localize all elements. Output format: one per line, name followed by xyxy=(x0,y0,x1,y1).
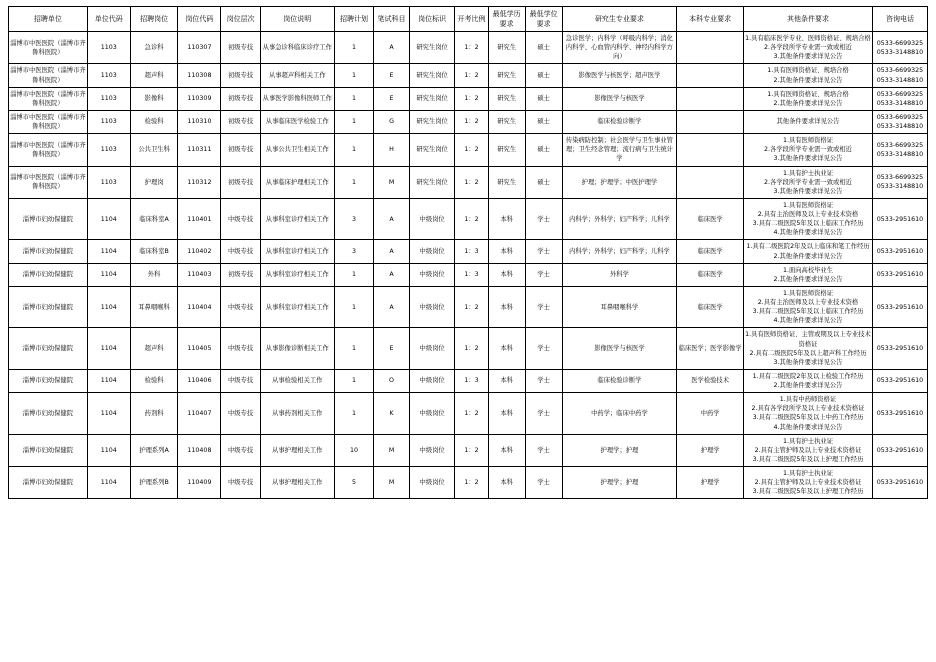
table-row xyxy=(9,87,928,110)
cell-under_major: 中药学 xyxy=(677,393,744,435)
cell-under_major: 临床医学 xyxy=(677,198,744,240)
cell-exam_subject: G xyxy=(374,110,410,133)
column-header-grad-major: 研究生专业要求 xyxy=(562,7,677,32)
column-header-post: 招聘岗位 xyxy=(130,7,178,32)
cell-ratio: 1：2 xyxy=(455,87,488,110)
cell-post_code: 110309 xyxy=(178,87,221,110)
cell-post: 护理系列B xyxy=(130,467,178,499)
cell-post_desc: 从事超声科相关工作 xyxy=(260,64,334,87)
cell-ratio: 1：2 xyxy=(455,467,488,499)
cell-exam_subject: A xyxy=(374,32,410,64)
column-header-under-major: 本科专业要求 xyxy=(677,7,744,32)
cell-unit: 淄博市中医医院（淄博市齐鲁科医院） xyxy=(9,134,88,166)
cell-phone: 0533-6699325 0533-3148810 xyxy=(872,110,927,133)
cell-post_desc: 从事临床护理相关工作 xyxy=(260,166,334,198)
column-header-plan: 招聘计划 xyxy=(334,7,373,32)
cell-post_desc: 从事药剂相关工作 xyxy=(260,393,334,435)
recruitment-table xyxy=(8,6,928,499)
cell-post_level: 中级专技 xyxy=(221,467,260,499)
cell-grad_major: 内科学；外科学；妇产科学；儿科学 xyxy=(562,198,677,240)
cell-post_level: 初级专技 xyxy=(221,32,260,64)
cell-post_flag: 研究生岗位 xyxy=(409,134,454,166)
column-header-unit: 招聘单位 xyxy=(9,7,88,32)
cell-edu: 研究生 xyxy=(488,110,525,133)
cell-phone: 0533-2951610 xyxy=(872,434,927,466)
cell-ratio: 1：2 xyxy=(455,328,488,370)
cell-plan: 1 xyxy=(334,134,373,166)
cell-unit_code: 1103 xyxy=(87,87,130,110)
cell-phone: 0533-6699325 0533-3148810 xyxy=(872,32,927,64)
table-row xyxy=(9,198,928,240)
cell-post_flag: 中级岗位 xyxy=(409,434,454,466)
cell-other: 1.具有医师资格证、规培合格 2.其他条件要求详见公告 xyxy=(744,64,873,87)
cell-plan: 3 xyxy=(334,198,373,240)
cell-unit: 淄博市妇幼保健院 xyxy=(9,393,88,435)
cell-unit_code: 1103 xyxy=(87,166,130,198)
cell-unit_code: 1104 xyxy=(87,198,130,240)
cell-post: 临床科室B xyxy=(130,240,178,263)
cell-other: 其他条件要求详见公告 xyxy=(744,110,873,133)
cell-degree: 学士 xyxy=(525,434,562,466)
cell-grad_major: 护理学；护理 xyxy=(562,467,677,499)
cell-other: 1.具有护士执业证 2.具有主管护师及以上专业技术资格证 3.具有二级医院5年及以上护理工作经历 xyxy=(744,467,873,499)
cell-plan: 1 xyxy=(334,87,373,110)
cell-exam_subject: A xyxy=(374,198,410,240)
cell-plan: 5 xyxy=(334,467,373,499)
cell-post_code: 110409 xyxy=(178,467,221,499)
cell-ratio: 1：2 xyxy=(455,198,488,240)
cell-exam_subject: M xyxy=(374,434,410,466)
cell-post_level: 初级专技 xyxy=(221,64,260,87)
cell-post_flag: 中级岗位 xyxy=(409,240,454,263)
cell-edu: 本科 xyxy=(488,467,525,499)
cell-post_level: 中级专技 xyxy=(221,369,260,392)
cell-exam_subject: H xyxy=(374,134,410,166)
cell-post: 检验科 xyxy=(130,110,178,133)
cell-ratio: 1：2 xyxy=(455,393,488,435)
cell-post: 公共卫生科 xyxy=(130,134,178,166)
cell-under_major: 护理学 xyxy=(677,434,744,466)
cell-post_level: 中级专技 xyxy=(221,328,260,370)
cell-post_level: 中级专技 xyxy=(221,286,260,328)
cell-plan: 1 xyxy=(334,32,373,64)
cell-grad_major: 临床检验诊断学 xyxy=(562,369,677,392)
cell-post_flag: 研究生岗位 xyxy=(409,64,454,87)
cell-plan: 1 xyxy=(334,328,373,370)
cell-grad_major: 内科学；外科学；妇产科学；儿科学 xyxy=(562,240,677,263)
cell-edu: 本科 xyxy=(488,369,525,392)
cell-post_code: 110402 xyxy=(178,240,221,263)
cell-unit_code: 1104 xyxy=(87,286,130,328)
cell-other: 1.具有医师资格证、主管或期及以上专业技术资格证 2.具有二级医院5年及以上超声科工作经历 3.其他条件要求详见公告 xyxy=(744,328,873,370)
cell-degree: 学士 xyxy=(525,240,562,263)
cell-under_major xyxy=(677,32,744,64)
cell-under_major xyxy=(677,87,744,110)
cell-unit: 淄博市妇幼保健院 xyxy=(9,263,88,286)
cell-phone: 0533-2951610 xyxy=(872,328,927,370)
cell-other: 1.具有医师资格证 2.具有主治医师及以上专业技术资格 3.具有二级医院5年及以上临床工作经历 4.其他条件要求详见公告 xyxy=(744,198,873,240)
cell-phone: 0533-2951610 xyxy=(872,369,927,392)
cell-post_code: 110312 xyxy=(178,166,221,198)
cell-post_desc: 从事医学影像科医师工作 xyxy=(260,87,334,110)
cell-unit_code: 1103 xyxy=(87,32,130,64)
table-row xyxy=(9,328,928,370)
cell-phone: 0533-6699325 0533-3148810 xyxy=(872,64,927,87)
cell-unit: 淄博市妇幼保健院 xyxy=(9,286,88,328)
cell-unit: 淄博市中医医院（淄博市齐鲁科医院） xyxy=(9,64,88,87)
cell-under_major: 临床医学；医学影像学 xyxy=(677,328,744,370)
cell-post_flag: 研究生岗位 xyxy=(409,110,454,133)
cell-other: 1.具有护士执业证 2.各学段所学专业需一致或相近 3.其他条件要求详见公告 xyxy=(744,166,873,198)
cell-post: 外科 xyxy=(130,263,178,286)
cell-ratio: 1：2 xyxy=(455,110,488,133)
cell-post_level: 中级专技 xyxy=(221,240,260,263)
cell-post: 检验科 xyxy=(130,369,178,392)
cell-exam_subject: E xyxy=(374,328,410,370)
cell-phone: 0533-2951610 xyxy=(872,286,927,328)
cell-phone: 0533-6699325 0533-3148810 xyxy=(872,87,927,110)
cell-unit_code: 1104 xyxy=(87,240,130,263)
cell-other: 1.具有医师资格证 2.具有主治医师及以上专业技术资格 3.具有二级医院5年及以上临床工作经历 4.其他条件要求详见公告 xyxy=(744,286,873,328)
column-header-degree: 最低学位要求 xyxy=(525,7,562,32)
cell-ratio: 1：3 xyxy=(455,369,488,392)
cell-exam_subject: M xyxy=(374,166,410,198)
table-body xyxy=(9,32,928,499)
cell-under_major xyxy=(677,166,744,198)
cell-post_level: 中级专技 xyxy=(221,198,260,240)
cell-unit_code: 1103 xyxy=(87,110,130,133)
column-header-post-level: 岗位层次 xyxy=(221,7,260,32)
cell-post_desc: 从事检验相关工作 xyxy=(260,369,334,392)
cell-plan: 10 xyxy=(334,434,373,466)
cell-post_code: 110401 xyxy=(178,198,221,240)
cell-unit_code: 1103 xyxy=(87,64,130,87)
cell-grad_major: 外科学 xyxy=(562,263,677,286)
cell-under_major: 临床医学 xyxy=(677,286,744,328)
table-header-row xyxy=(9,7,928,32)
cell-post_level: 初级专技 xyxy=(221,263,260,286)
cell-post_flag: 中级岗位 xyxy=(409,198,454,240)
cell-post_flag: 中级岗位 xyxy=(409,393,454,435)
cell-post_flag: 研究生岗位 xyxy=(409,166,454,198)
table-row xyxy=(9,134,928,166)
column-header-ratio: 开考比例 xyxy=(455,7,488,32)
cell-ratio: 1：2 xyxy=(455,434,488,466)
cell-exam_subject: A xyxy=(374,240,410,263)
cell-post_code: 110308 xyxy=(178,64,221,87)
table-row xyxy=(9,263,928,286)
cell-edu: 本科 xyxy=(488,240,525,263)
cell-post: 护理岗 xyxy=(130,166,178,198)
cell-post_level: 初级专技 xyxy=(221,134,260,166)
cell-post_level: 初级专技 xyxy=(221,166,260,198)
cell-post_flag: 中级岗位 xyxy=(409,263,454,286)
table-row xyxy=(9,286,928,328)
cell-unit_code: 1104 xyxy=(87,328,130,370)
cell-ratio: 1：3 xyxy=(455,263,488,286)
cell-post_code: 110404 xyxy=(178,286,221,328)
cell-exam_subject: E xyxy=(374,87,410,110)
cell-under_major: 临床医学 xyxy=(677,240,744,263)
cell-under_major: 临床医学 xyxy=(677,263,744,286)
cell-post_level: 初级专技 xyxy=(221,110,260,133)
column-header-other: 其他条件要求 xyxy=(744,7,873,32)
cell-post_code: 110406 xyxy=(178,369,221,392)
cell-plan: 1 xyxy=(334,369,373,392)
cell-post: 超声科 xyxy=(130,64,178,87)
cell-post_desc: 从事护理相关工作 xyxy=(260,467,334,499)
cell-unit_code: 1103 xyxy=(87,134,130,166)
table-row xyxy=(9,434,928,466)
cell-post_flag: 中级岗位 xyxy=(409,467,454,499)
cell-post_flag: 研究生岗位 xyxy=(409,87,454,110)
cell-grad_major: 传染病防控制；社会医学与卫生事业管理；卫生经念管理；流行病与卫生统计学 xyxy=(562,134,677,166)
column-header-post-flag: 岗位标识 xyxy=(409,7,454,32)
cell-exam_subject: A xyxy=(374,286,410,328)
cell-edu: 研究生 xyxy=(488,87,525,110)
column-header-edu: 最低学历要求 xyxy=(488,7,525,32)
cell-post_desc: 从事科室诊疗相关工作 xyxy=(260,263,334,286)
cell-grad_major: 急诊医学；内科学（呼吸内科学；消化内科学、心血管内科学、神经内科学方向） xyxy=(562,32,677,64)
cell-phone: 0533-6699325 0533-3148810 xyxy=(872,134,927,166)
cell-post_code: 110311 xyxy=(178,134,221,166)
cell-exam_subject: O xyxy=(374,369,410,392)
cell-plan: 1 xyxy=(334,393,373,435)
cell-post_level: 中级专技 xyxy=(221,434,260,466)
cell-exam_subject: E xyxy=(374,64,410,87)
cell-edu: 研究生 xyxy=(488,32,525,64)
cell-other: 1.面向高校毕业生 2.其他条件要求详见公告 xyxy=(744,263,873,286)
cell-unit: 淄博市妇幼保健院 xyxy=(9,198,88,240)
cell-unit: 淄博市妇幼保健院 xyxy=(9,369,88,392)
cell-degree: 学士 xyxy=(525,467,562,499)
cell-degree: 硕士 xyxy=(525,134,562,166)
cell-edu: 本科 xyxy=(488,393,525,435)
cell-exam_subject: M xyxy=(374,467,410,499)
cell-post_code: 110408 xyxy=(178,434,221,466)
cell-edu: 本科 xyxy=(488,434,525,466)
cell-post: 影像科 xyxy=(130,87,178,110)
column-header-post-code: 岗位代码 xyxy=(178,7,221,32)
cell-post: 药剂科 xyxy=(130,393,178,435)
cell-other: 1.具有中药师资格证 2.具有各学段所学及以上专业技术资格证 3.具有二级医院5年及以上中药工作经历 4.其他条件要求详见公告 xyxy=(744,393,873,435)
cell-grad_major: 耳鼻咽喉科学 xyxy=(562,286,677,328)
cell-phone: 0533-2951610 xyxy=(872,263,927,286)
cell-other: 1.具有临床医学专业、医师资格证、规培合格 2.各学段所学专业需一致或相近 3.其他条件要求详见公告 xyxy=(744,32,873,64)
cell-other: 1.具有二级医院2年及以上临床和笔工作经历 2.其他条件要求详见公告 xyxy=(744,240,873,263)
cell-edu: 研究生 xyxy=(488,134,525,166)
cell-under_major: 护理学 xyxy=(677,467,744,499)
cell-grad_major: 护理学；护理 xyxy=(562,434,677,466)
cell-unit: 淄博市中医医院（淄博市齐鲁科医院） xyxy=(9,166,88,198)
cell-plan: 1 xyxy=(334,263,373,286)
cell-grad_major: 临床检验诊断学 xyxy=(562,110,677,133)
cell-phone: 0533-2951610 xyxy=(872,240,927,263)
cell-post_desc: 从事科室诊疗相关工作 xyxy=(260,198,334,240)
cell-unit_code: 1104 xyxy=(87,467,130,499)
cell-edu: 本科 xyxy=(488,286,525,328)
cell-exam_subject: K xyxy=(374,393,410,435)
table-row xyxy=(9,32,928,64)
cell-plan: 1 xyxy=(334,110,373,133)
cell-post_desc: 从事科室诊疗相关工作 xyxy=(260,286,334,328)
cell-unit: 淄博市中医医院（淄博市齐鲁科医院） xyxy=(9,87,88,110)
cell-ratio: 1：2 xyxy=(455,134,488,166)
cell-unit: 淄博市妇幼保健院 xyxy=(9,240,88,263)
cell-ratio: 1：3 xyxy=(455,240,488,263)
cell-phone: 0533-2951610 xyxy=(872,467,927,499)
table-row xyxy=(9,393,928,435)
cell-ratio: 1：2 xyxy=(455,166,488,198)
cell-phone: 0533-2951610 xyxy=(872,393,927,435)
cell-post_code: 110403 xyxy=(178,263,221,286)
cell-unit: 淄博市中医医院（淄博市齐鲁科医院） xyxy=(9,32,88,64)
cell-degree: 硕士 xyxy=(525,64,562,87)
cell-post_desc: 从事急诊科临床诊疗工作 xyxy=(260,32,334,64)
table-row xyxy=(9,240,928,263)
cell-post_code: 110310 xyxy=(178,110,221,133)
cell-unit_code: 1104 xyxy=(87,393,130,435)
cell-plan: 1 xyxy=(334,64,373,87)
cell-ratio: 1：2 xyxy=(455,286,488,328)
cell-under_major xyxy=(677,110,744,133)
cell-unit: 淄博市妇幼保健院 xyxy=(9,328,88,370)
cell-post_code: 110307 xyxy=(178,32,221,64)
cell-degree: 硕士 xyxy=(525,32,562,64)
cell-post_flag: 中级岗位 xyxy=(409,369,454,392)
cell-post_desc: 从事科室诊疗相关工作 xyxy=(260,240,334,263)
column-header-post-desc: 岗位说明 xyxy=(260,7,334,32)
cell-post_desc: 从事护理相关工作 xyxy=(260,434,334,466)
cell-unit_code: 1104 xyxy=(87,263,130,286)
cell-post_flag: 中级岗位 xyxy=(409,328,454,370)
cell-exam_subject: A xyxy=(374,263,410,286)
cell-unit_code: 1104 xyxy=(87,369,130,392)
cell-under_major: 医学检验技术 xyxy=(677,369,744,392)
table-row xyxy=(9,110,928,133)
cell-degree: 硕士 xyxy=(525,166,562,198)
cell-degree: 学士 xyxy=(525,369,562,392)
column-header-phone: 咨询电话 xyxy=(872,7,927,32)
cell-degree: 硕士 xyxy=(525,110,562,133)
cell-degree: 学士 xyxy=(525,393,562,435)
cell-grad_major: 影像医学与核医学 xyxy=(562,87,677,110)
cell-post: 急诊科 xyxy=(130,32,178,64)
cell-post: 护理系列A xyxy=(130,434,178,466)
cell-post: 耳鼻咽喉科 xyxy=(130,286,178,328)
cell-post_flag: 中级岗位 xyxy=(409,286,454,328)
cell-post_level: 中级专技 xyxy=(221,393,260,435)
cell-post_code: 110405 xyxy=(178,328,221,370)
table-row xyxy=(9,467,928,499)
cell-other: 1.具有护士执业证 2.具有主管护师及以上专业技术资格证 3.具有二级医院5年及以上护理工作经历 xyxy=(744,434,873,466)
table-row xyxy=(9,64,928,87)
table-row xyxy=(9,166,928,198)
cell-under_major xyxy=(677,134,744,166)
cell-post: 临床科室A xyxy=(130,198,178,240)
cell-unit: 淄博市中医医院（淄博市齐鲁科医院） xyxy=(9,110,88,133)
cell-ratio: 1：2 xyxy=(455,32,488,64)
cell-grad_major: 影像医学与核医学；超声医学 xyxy=(562,64,677,87)
table-row xyxy=(9,369,928,392)
column-header-exam-subject: 笔试科目 xyxy=(374,7,410,32)
cell-edu: 本科 xyxy=(488,198,525,240)
cell-unit_code: 1104 xyxy=(87,434,130,466)
cell-edu: 本科 xyxy=(488,328,525,370)
cell-under_major xyxy=(677,64,744,87)
cell-other: 1.具有医师资格证 2.各学段所学专业需一致或相近 3.其他条件要求详见公告 xyxy=(744,134,873,166)
cell-ratio: 1：2 xyxy=(455,64,488,87)
cell-plan: 1 xyxy=(334,286,373,328)
cell-post_desc: 从事临床医学检验工作 xyxy=(260,110,334,133)
cell-unit: 淄博市妇幼保健院 xyxy=(9,434,88,466)
column-header-unit-code: 单位代码 xyxy=(87,7,130,32)
cell-phone: 0533-6699325 0533-3148810 xyxy=(872,166,927,198)
cell-degree: 学士 xyxy=(525,286,562,328)
cell-degree: 学士 xyxy=(525,328,562,370)
cell-grad_major: 护理；护理学；中医护理学 xyxy=(562,166,677,198)
cell-unit: 淄博市妇幼保健院 xyxy=(9,467,88,499)
cell-edu: 本科 xyxy=(488,263,525,286)
cell-plan: 3 xyxy=(334,240,373,263)
cell-post_flag: 研究生岗位 xyxy=(409,32,454,64)
cell-post: 超声科 xyxy=(130,328,178,370)
cell-post_desc: 从事公共卫生相关工作 xyxy=(260,134,334,166)
cell-plan: 1 xyxy=(334,166,373,198)
cell-degree: 硕士 xyxy=(525,87,562,110)
cell-other: 1.具有二级医院2年及以上检验工作经历 2.其他条件要求详见公告 xyxy=(744,369,873,392)
cell-edu: 研究生 xyxy=(488,64,525,87)
cell-post_level: 初级专技 xyxy=(221,87,260,110)
cell-phone: 0533-2951610 xyxy=(872,198,927,240)
cell-post_code: 110407 xyxy=(178,393,221,435)
cell-other: 1.具有医师资格证、规培合格 2.其他条件要求详见公告 xyxy=(744,87,873,110)
cell-edu: 研究生 xyxy=(488,166,525,198)
cell-post_desc: 从事影像诊断相关工作 xyxy=(260,328,334,370)
cell-degree: 学士 xyxy=(525,263,562,286)
cell-grad_major: 中药学；临床中药学 xyxy=(562,393,677,435)
cell-degree: 学士 xyxy=(525,198,562,240)
cell-grad_major: 影像医学与核医学 xyxy=(562,328,677,370)
